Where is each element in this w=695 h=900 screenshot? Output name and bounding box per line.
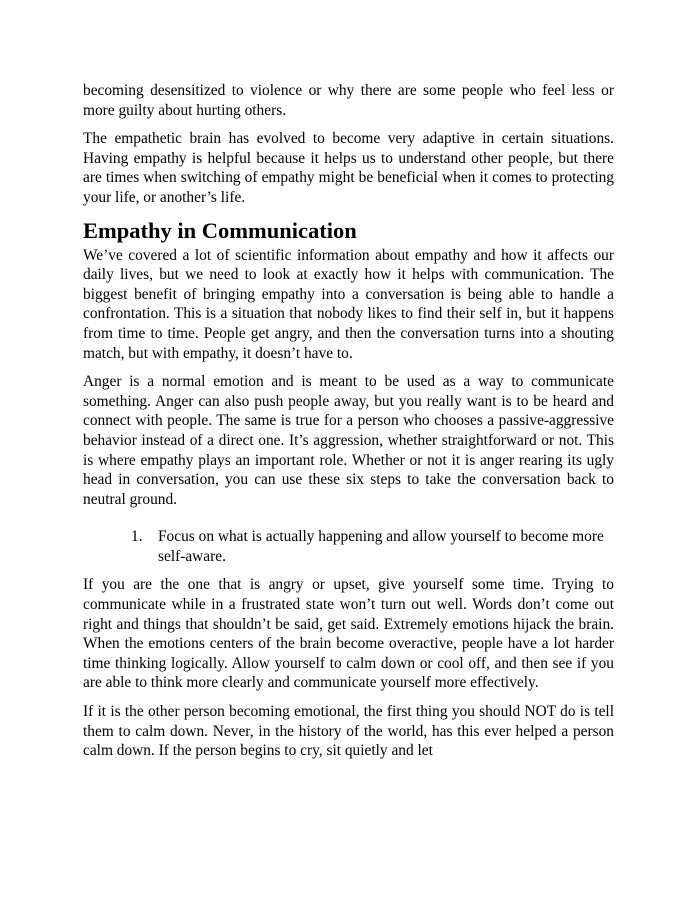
- numbered-list: [83, 527, 614, 566]
- document-page: [83, 81, 614, 770]
- body-paragraph: If it is the other person becoming emotional, the first thing you should NOT do is tell them to calm down. Never, in the history of the world, has this ever helped a person calm down. If the person begins to cry, sit quietly and let: [83, 703, 614, 760]
- body-paragraph: If you are the one that is angry or upset, give yourself some time. Trying to communicate while in a frustrated state won’t turn out well. Words don’t come out right and things that shouldn’t be said, get said. Extremely emotions hijack the brain. When the emotions centers of the brain become overactive, people have a lot harder time thinking logically. Allow yourself to calm down or cool off, and then see if you are able to think more clearly and communicate yourself more effectively.: [83, 576, 614, 692]
- body-paragraph: The empathetic brain has evolved to become very adaptive in certain situations. Having empathy is helpful because it helps us to understand other people, but there are times when switching of empathy might be beneficial when it comes to protecting your life, or another’s life.: [83, 130, 614, 206]
- list-item: [131, 527, 614, 566]
- body-paragraph: We’ve covered a lot of scientific information about empathy and how it affects our daily lives, but we need to look at exactly how it helps with communication. The biggest benefit of bringing empathy into a conversation is being able to handle a confrontation. This is a situation that nobody likes to find their self in, but it happens from time to time. People get angry, and then the conversation turns into a shouting match, but with empathy, it doesn’t have to.: [83, 246, 614, 362]
- list-item-text: Focus on what is actually happening and allow yourself to become more self-aware.: [158, 528, 604, 565]
- body-paragraph: becoming desensitized to violence or why there are some people who feel less or more guilty about hurting others.: [83, 82, 614, 119]
- body-paragraph: Anger is a normal emotion and is meant to be used as a way to communicate something. Anger can also push people away, but you really want is to be heard and connect with people. The same is true for a person who chooses a passive-aggressive behavior instead of a direct one. It’s aggression, whether straightforward or not. This is where empathy plays an important role. Whether or not it is anger rearing its ugly head in conversation, you can use these six steps to take the conversation back to neutral ground.: [83, 373, 614, 508]
- list-item-number: 1.: [131, 528, 143, 546]
- section-heading: Empathy in Communication: [83, 217, 357, 243]
